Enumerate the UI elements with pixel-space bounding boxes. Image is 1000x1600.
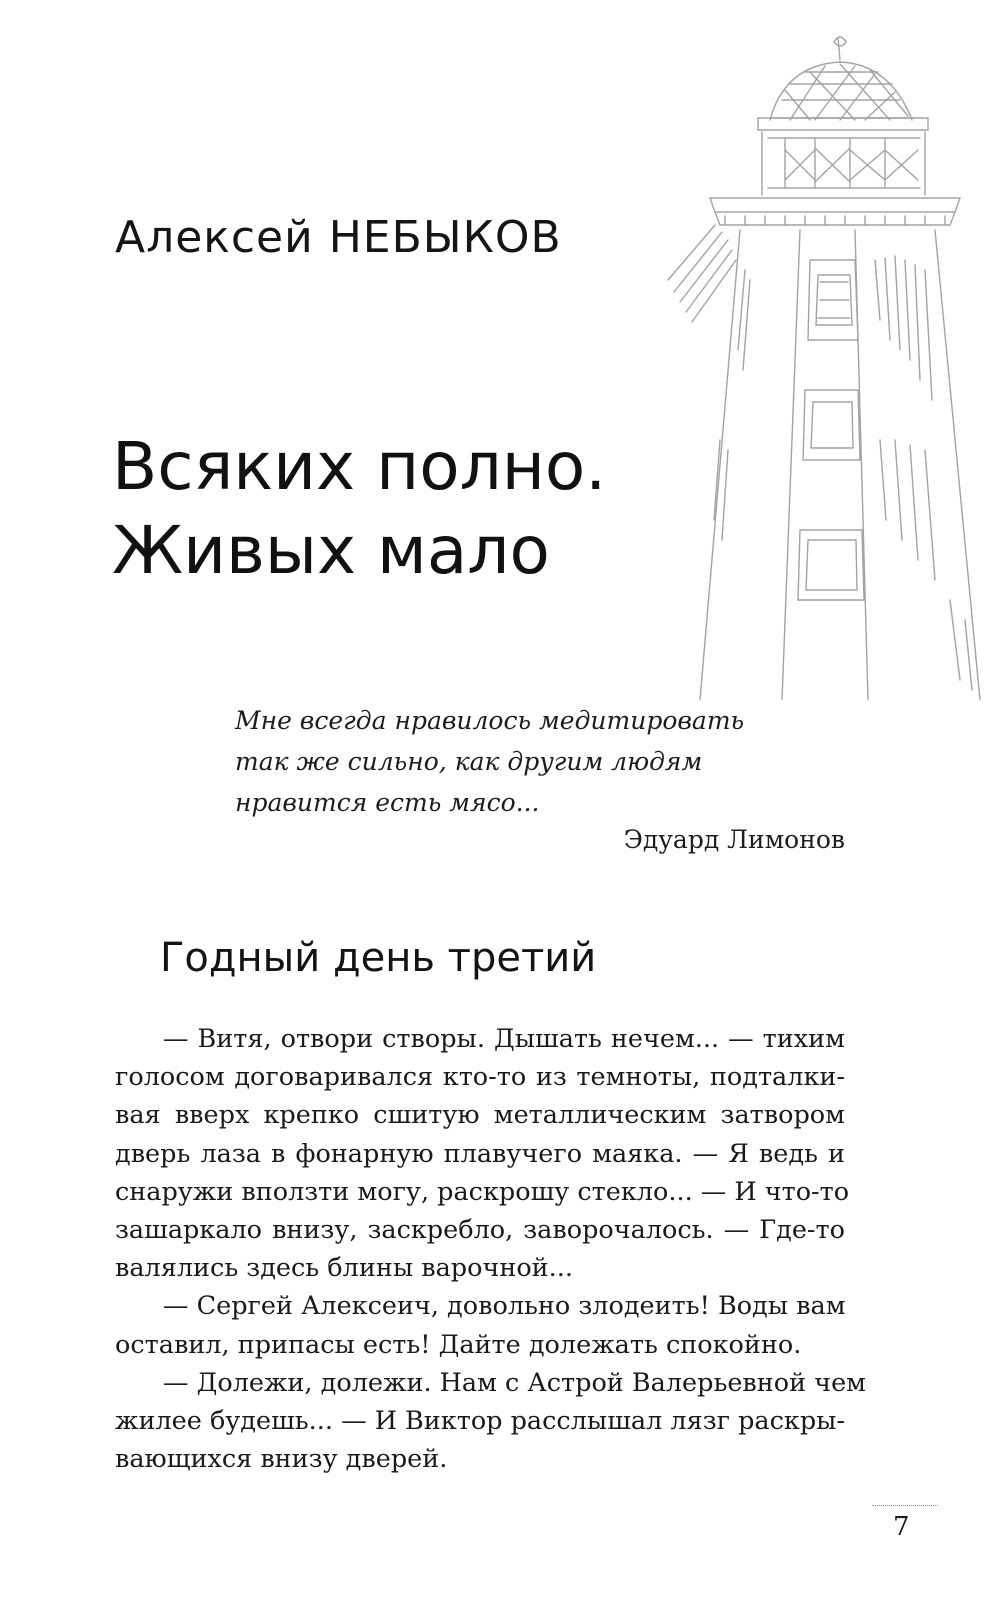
book-title-line-2: Живых мало <box>112 512 550 589</box>
epigraph-line: Мне всегда нравилось медитировать <box>235 706 745 735</box>
epigraph-line: нравится есть мясо... <box>235 788 540 817</box>
text-line: жилее будешь... — И Виктор расслышал лязг раскры- <box>115 1406 846 1437</box>
author-name: Алексей НЕБЫКОВ <box>115 212 562 263</box>
epigraph-line: так же сильно, как другим людям <box>235 747 703 776</box>
text-line: голосом договаривался кто-то из темноты, подталки- <box>115 1062 845 1093</box>
body-text <box>115 1020 867 1478</box>
chapter-title: Годный день третий <box>160 935 597 981</box>
text-line: валялись здесь блины варочной... <box>115 1253 573 1284</box>
book-title-line-1: Всяких полно. <box>112 428 607 505</box>
epigraph <box>235 700 845 823</box>
text-line: снаружи вползти могу, раскрошу стекло... — И что-то <box>115 1176 850 1207</box>
text-line: — Сергей Алексеич, довольно злодеить! Воды вам <box>163 1291 846 1322</box>
book-title <box>112 425 606 593</box>
text-line: вающихся внизу дверей. <box>115 1444 448 1475</box>
page-number: 7 <box>893 1512 910 1542</box>
text-line: вая вверх крепко сшитую металлическим затвором <box>115 1100 845 1131</box>
epigraph-attribution: Эдуард Лимонов <box>623 825 845 854</box>
text-line: — Долежи, долежи. Нам с Астрой Валерьевной чем <box>163 1367 867 1398</box>
lighthouse-sketch-icon <box>650 20 1000 700</box>
text-line: зашаркало внизу, заскребло, заворочалось. — Где-то <box>115 1215 845 1246</box>
text-line: дверь лаза в фонарную плавучего маяка. — Я ведь и <box>115 1138 845 1169</box>
text-line: оставил, припасы есть! Дайте долежать спокойно. <box>115 1329 802 1360</box>
text-line: — Витя, отвори створы. Дышать нечем... — тихим <box>163 1024 845 1054</box>
page-number-rule <box>872 1505 938 1506</box>
